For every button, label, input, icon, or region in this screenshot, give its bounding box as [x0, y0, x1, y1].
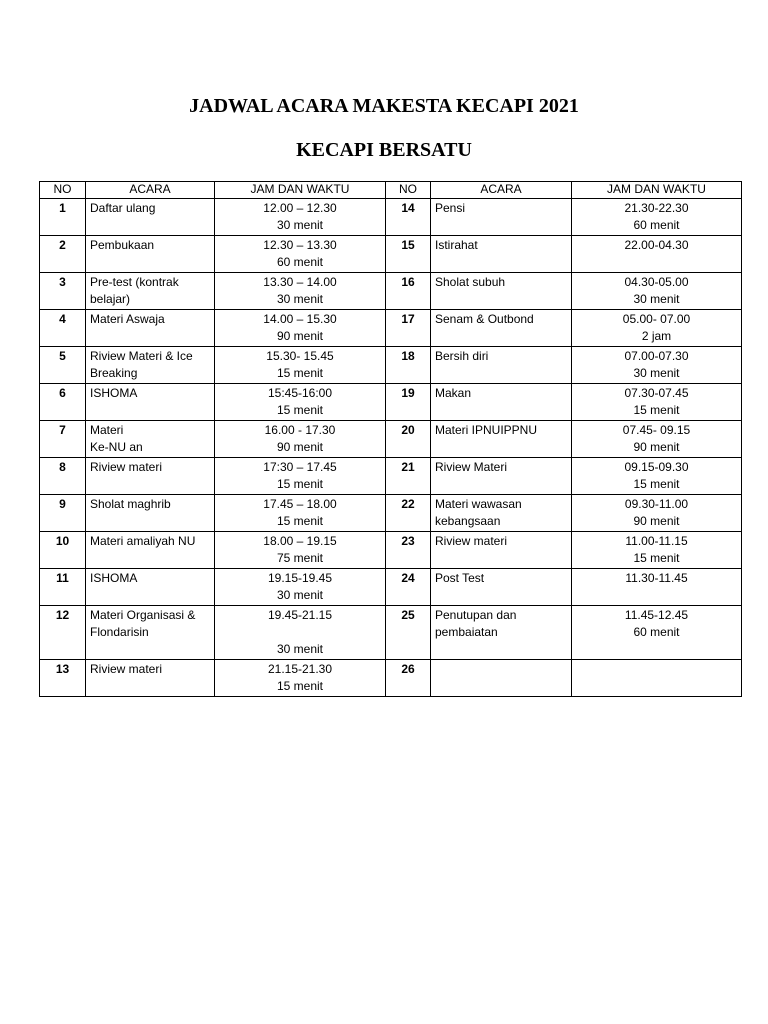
header-jam-dan-waktu: JAM DAN WAKTU [572, 182, 742, 199]
time-cell [215, 606, 386, 660]
activity-cell [86, 495, 215, 532]
time-cell [572, 606, 742, 660]
time-range: 19.45-21.15 [267, 608, 333, 622]
activity-cell [431, 236, 572, 273]
duration-text: 30 menit [276, 588, 324, 602]
activity-text: Pembukaan [90, 238, 155, 252]
activity-cell [86, 569, 215, 606]
row-number: 12 [40, 606, 86, 660]
time-cell [215, 199, 386, 236]
activity-cell [86, 199, 215, 236]
activity-cell [86, 660, 215, 697]
row-number: 8 [40, 458, 86, 495]
row-number: 14 [386, 199, 431, 236]
table-row [40, 606, 742, 660]
activity-text: Bersih diri [435, 349, 489, 363]
row-number: 7 [40, 421, 86, 458]
time-range: 12.00 – 12.30 [263, 201, 337, 215]
activity-text: Post Test [435, 571, 485, 585]
activity-cell [431, 660, 572, 697]
time-range: 22.00-04.30 [624, 238, 689, 252]
time-cell [215, 458, 386, 495]
header-no: NO [386, 182, 431, 199]
row-number: 5 [40, 347, 86, 384]
duration-text: 15 menit [276, 366, 324, 380]
duration-text: 90 menit [276, 440, 324, 454]
activity-cell [86, 421, 215, 458]
table-row [40, 273, 742, 310]
time-cell [215, 421, 386, 458]
duration-text: 75 menit [276, 551, 324, 565]
time-range: 14.00 – 15.30 [263, 312, 337, 326]
table-row [40, 347, 742, 384]
activity-cell [86, 532, 215, 569]
duration-text: 60 menit [633, 625, 680, 639]
activity-text: kebangsaan [435, 514, 501, 528]
time-range: 21.15-21.30 [267, 662, 333, 676]
activity-cell [86, 384, 215, 421]
duration-text: 2 jam [641, 329, 672, 343]
blank-line [219, 624, 381, 641]
time-range: 09.15-09.30 [624, 460, 689, 474]
table-row [40, 384, 742, 421]
activity-cell [431, 273, 572, 310]
activity-text: Ke-NU an [90, 440, 143, 454]
activity-cell [86, 236, 215, 273]
row-number: 9 [40, 495, 86, 532]
time-range: 07.00-07.30 [624, 349, 689, 363]
time-cell [215, 384, 386, 421]
activity-text: Breaking [90, 366, 138, 380]
activity-text: Pensi [435, 201, 466, 215]
duration-text: 60 menit [633, 218, 680, 232]
time-cell [572, 532, 742, 569]
time-range: 09.30-11.00 [624, 497, 689, 511]
time-range: 11.45-12.45 [624, 608, 689, 622]
table-row [40, 199, 742, 236]
activity-text: Materi Organisasi & [90, 608, 196, 622]
row-number: 17 [386, 310, 431, 347]
duration-text: 30 menit [633, 366, 680, 380]
duration-text: 15 menit [276, 403, 324, 417]
activity-cell [431, 199, 572, 236]
row-number: 2 [40, 236, 86, 273]
time-range: 17.45 – 18.00 [263, 497, 337, 511]
table-body [40, 199, 742, 697]
duration-text: 15 menit [633, 403, 680, 417]
activity-text: Riview Materi & Ice [90, 349, 193, 363]
activity-cell [431, 310, 572, 347]
duration-text: 30 menit [276, 292, 324, 306]
duration-text: 15 menit [276, 477, 324, 491]
time-range: 11.00-11.15 [625, 534, 688, 548]
row-number: 26 [386, 660, 431, 697]
row-number: 24 [386, 569, 431, 606]
time-range: 12.30 – 13.30 [263, 238, 337, 252]
time-range: 07.45- 09.15 [622, 423, 691, 437]
header-acara: ACARA [86, 182, 215, 199]
time-range: 13.30 – 14.00 [263, 275, 337, 289]
duration-text: 60 menit [276, 255, 324, 269]
time-cell [572, 458, 742, 495]
activity-text: Sholat maghrib [90, 497, 171, 511]
time-range: 19.15-19.45 [267, 571, 333, 585]
time-cell [572, 199, 742, 236]
time-cell [215, 273, 386, 310]
time-cell [572, 310, 742, 347]
header-jam-dan-waktu: JAM DAN WAKTU [215, 182, 386, 199]
row-number: 4 [40, 310, 86, 347]
time-range: 15:45-16:00 [267, 386, 333, 400]
table-row [40, 495, 742, 532]
activity-cell [431, 606, 572, 660]
activity-cell [431, 421, 572, 458]
time-range: 04.30-05.00 [624, 275, 689, 289]
duration-text: 15 menit [633, 551, 680, 565]
activity-cell [86, 347, 215, 384]
row-number: 21 [386, 458, 431, 495]
table-row [40, 310, 742, 347]
row-number: 16 [386, 273, 431, 310]
duration-text: 30 menit [633, 292, 680, 306]
time-cell [572, 273, 742, 310]
row-number: 25 [386, 606, 431, 660]
time-cell [215, 532, 386, 569]
activity-text: Riview materi [435, 534, 508, 548]
row-number: 15 [386, 236, 431, 273]
activity-cell [86, 273, 215, 310]
time-cell [215, 347, 386, 384]
activity-text: pembaiatan [435, 625, 498, 639]
activity-text: ISHOMA [90, 386, 138, 400]
activity-text: Riview materi [90, 460, 163, 474]
time-cell [572, 421, 742, 458]
table-header-row [40, 182, 742, 199]
time-cell [215, 236, 386, 273]
time-cell [572, 569, 742, 606]
row-number: 20 [386, 421, 431, 458]
time-cell [215, 660, 386, 697]
document-title: JADWAL ACARA MAKESTA KECAPI 2021 [189, 95, 579, 117]
time-cell [572, 347, 742, 384]
activity-text: Materi IPNUIPPNU [435, 423, 538, 437]
time-range: 15.30- 15.45 [266, 349, 334, 363]
row-number: 18 [386, 347, 431, 384]
activity-cell [431, 569, 572, 606]
activity-text: Makan [435, 386, 472, 400]
time-cell [215, 310, 386, 347]
duration-text: 90 menit [633, 514, 680, 528]
time-cell [215, 495, 386, 532]
time-range: 18.00 – 19.15 [263, 534, 337, 548]
table-row [40, 660, 742, 697]
activity-text: Materi Aswaja [90, 312, 165, 326]
activity-cell [431, 347, 572, 384]
duration-text: 30 menit [276, 218, 324, 232]
time-range: 17:30 – 17.45 [263, 460, 337, 474]
time-range: 07.30-07.45 [624, 386, 689, 400]
header-acara: ACARA [431, 182, 572, 199]
activity-text: Riview Materi [435, 460, 508, 474]
document-subtitle: KECAPI BERSATU [296, 139, 472, 161]
activity-text: Istirahat [435, 238, 478, 252]
activity-cell [86, 310, 215, 347]
duration-text: 15 menit [633, 477, 680, 491]
activity-text: Penutupan dan [435, 608, 517, 622]
schedule-table [39, 181, 742, 697]
row-number: 23 [386, 532, 431, 569]
activity-text: belajar) [90, 292, 131, 306]
duration-text: 15 menit [276, 514, 324, 528]
time-range: 21.30-22.30 [624, 201, 689, 215]
row-number: 10 [40, 532, 86, 569]
row-number: 19 [386, 384, 431, 421]
activity-cell [431, 495, 572, 532]
activity-text: Pre-test (kontrak [90, 275, 179, 289]
table-row [40, 532, 742, 569]
time-range: 16.00 - 17.30 [264, 423, 336, 437]
table-row [40, 236, 742, 273]
activity-cell [86, 606, 215, 660]
duration-text: 30 menit [276, 642, 324, 656]
activity-text: Materi [90, 423, 124, 437]
activity-cell [431, 532, 572, 569]
header-no: NO [40, 182, 86, 199]
duration-text: 15 menit [276, 679, 324, 693]
activity-cell [431, 458, 572, 495]
duration-text: 90 menit [276, 329, 324, 343]
activity-text: Senam & Outbond [435, 312, 534, 326]
table-row [40, 421, 742, 458]
activity-text: Materi amaliyah NU [90, 534, 196, 548]
row-number: 1 [40, 199, 86, 236]
time-range: 11.30-11.45 [625, 571, 688, 585]
time-cell [572, 236, 742, 273]
time-cell [572, 495, 742, 532]
activity-text: Flondarisin [90, 625, 149, 639]
table-row [40, 569, 742, 606]
activity-text: ISHOMA [90, 571, 138, 585]
time-cell [572, 384, 742, 421]
time-cell [215, 569, 386, 606]
row-number: 3 [40, 273, 86, 310]
activity-cell [86, 458, 215, 495]
activity-text: Daftar ulang [90, 201, 156, 215]
time-cell [572, 660, 742, 697]
row-number: 11 [40, 569, 86, 606]
table-row [40, 458, 742, 495]
activity-text: Sholat subuh [435, 275, 506, 289]
activity-text: Riview materi [90, 662, 163, 676]
row-number: 13 [40, 660, 86, 697]
time-range: 05.00- 07.00 [622, 312, 691, 326]
duration-text: 90 menit [633, 440, 680, 454]
activity-text: Materi wawasan [435, 497, 522, 511]
row-number: 6 [40, 384, 86, 421]
row-number: 22 [386, 495, 431, 532]
activity-cell [431, 384, 572, 421]
